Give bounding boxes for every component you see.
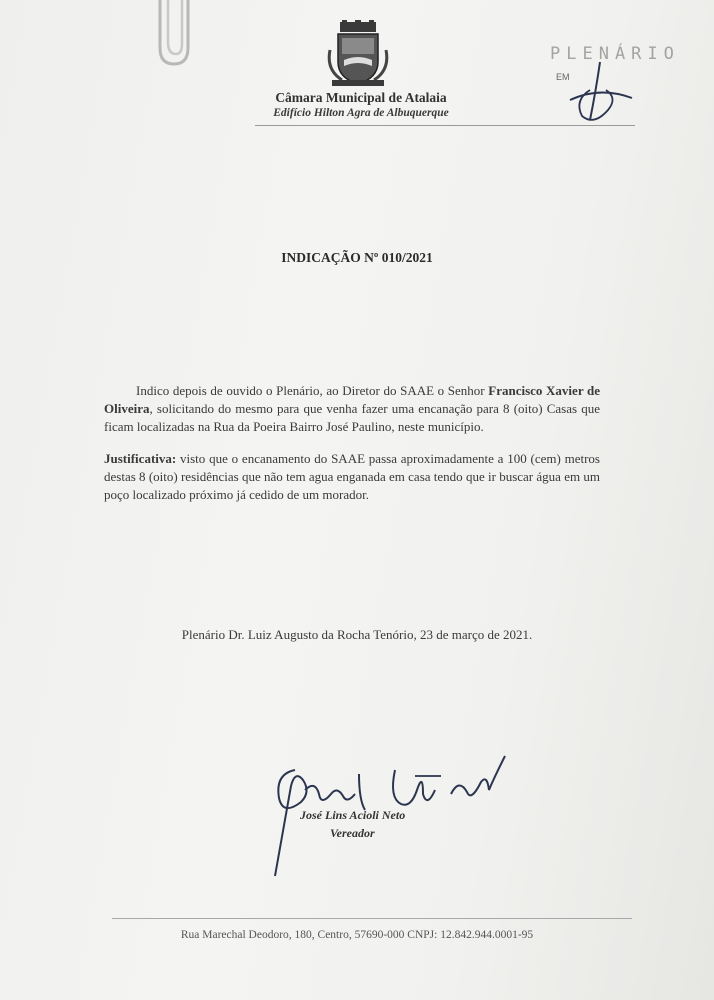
- director-name: Francisco Xavier de Oliveira: [104, 383, 600, 416]
- building-name: Edifício Hilton Agra de Albuquerque: [273, 107, 449, 119]
- footer-address: Rua Marechal Deodoro, 180, Centro, 57690-000 CNPJ: 12.842.944.0001-95: [180, 929, 534, 941]
- stamp-small-text: EM: [556, 72, 570, 82]
- paragraph-rest: , solicitando do mesmo para que venha fazer uma encanação para 8 (oito) Casas que ficam localizadas na Rua da Poeira Bairro José Paulino, neste município.: [104, 401, 600, 434]
- signer-role: Vereador: [330, 826, 375, 840]
- justification-paragraph: [104, 450, 600, 504]
- justification-label: Justificativa:: [104, 451, 177, 466]
- institution-name: Câmara Municipal de Atalaia: [275, 90, 447, 105]
- paragraph-intro: Indico depois de ouvido o Plenário, ao Diretor do SAAE o Senhor: [136, 383, 489, 398]
- signer-name: José Lins Acioli Neto: [300, 808, 406, 822]
- stamp-signature-icon: [560, 60, 640, 130]
- indication-paragraph: [104, 382, 600, 436]
- plenario-stamp: PLENÁRIO: [550, 44, 680, 64]
- paper-clip-icon: [150, 0, 200, 70]
- date-line: Plenário Dr. Luiz Augusto da Rocha Tenório, 23 de março de 2021.: [181, 627, 533, 642]
- coat-of-arms-icon: [326, 20, 390, 88]
- justification-text: visto que o encanamento do SAAE passa aproximadamente a 100 (cem) metros destas 8 (oito) residências que não tem agua enganada em casa tendo que ir buscar água em um poço localizado próximo já cedido de um morador.: [104, 451, 600, 502]
- document-title: INDICAÇÃO Nº 010/2021: [281, 250, 433, 265]
- footer-divider: [112, 918, 632, 919]
